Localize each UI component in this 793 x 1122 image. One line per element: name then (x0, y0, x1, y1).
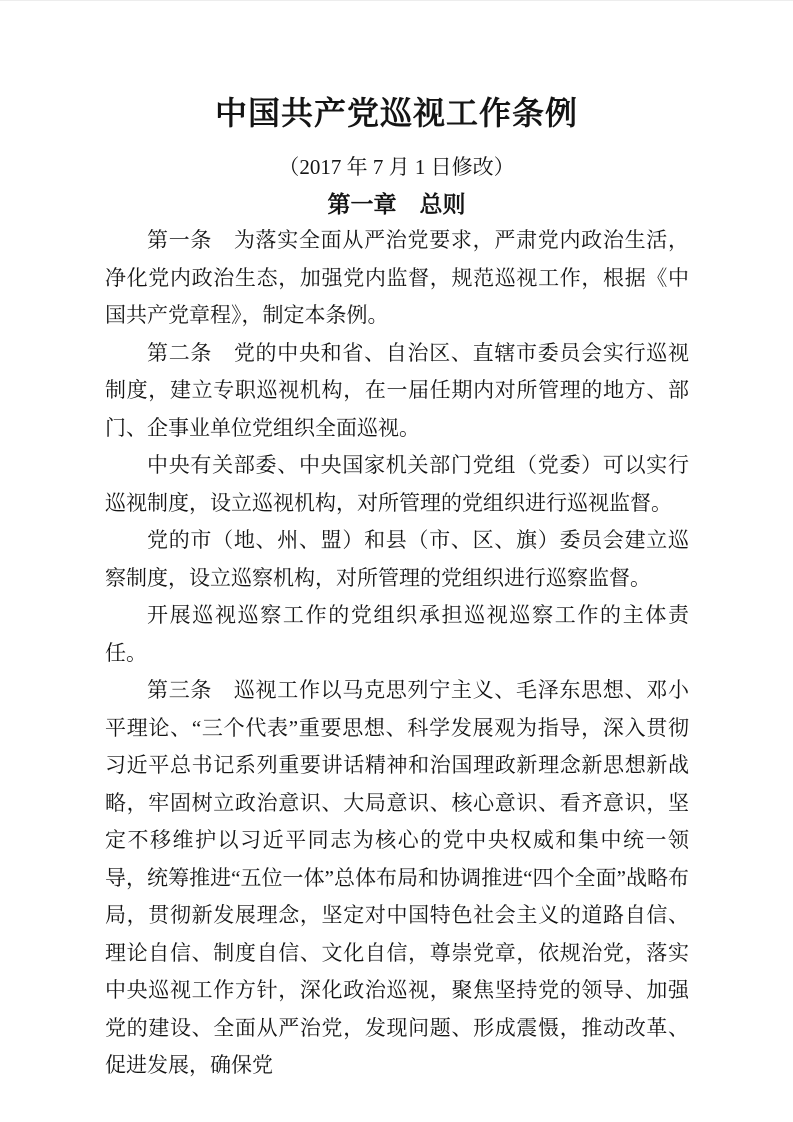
paragraph-central-ministries: 中央有关部委、中央国家机关部门党组（党委）可以实行巡视制度，设立巡视机构，对所管理的党组织进行巡视监督。 (105, 453, 689, 515)
paragraph-city-county-committees: 党的市（地、州、盟）和县（市、区、旗）委员会建立巡察制度，设立巡察机构，对所管理的党组织进行巡察监督。 (105, 528, 689, 590)
paragraph-article-1: 第一条 为落实全面从严治党要求，严肃党内政治生活，净化党内政治生态，加强党内监督，规范巡视工作，根据《中国共产党章程》，制定本条例。 (105, 228, 689, 327)
paragraph-article-3: 第三条 巡视工作以马克思列宁主义、毛泽东思想、邓小平理论、“三个代表”重要思想、科学发展观为指导，深入贯彻习近平总书记系列重要讲话精神和治国理政新理念新思想新战略，牢固树立政治意识、大局意识、核心意识、看齐意识，坚定不移维护以习近平同志为核心的党中央权威和集中统一领导，统筹推进“五位一体”总体布局和协调推进“四个全面”战略布局，贯彻新发展理念，坚定对中国特色社会主义的道路自信、理论自信、制度自信、文化自信，尊崇党章，依规治党，落实中央巡视工作方针，深化政治巡视，聚焦坚持党的领导、加强党的建设、全面从严治党，发现问题、形成震慑，推动改革、促进发展，确保党 (105, 678, 689, 1077)
document-body (105, 222, 689, 1085)
revision-note: （2017 年 7 月 1 日修改） (278, 155, 515, 179)
document-title: 中国共产党巡视工作条例 (214, 95, 578, 131)
chapter-heading: 第一章 总则 (327, 192, 466, 217)
paragraph-primary-responsibility: 开展巡视巡察工作的党组织承担巡视巡察工作的主体责任。 (105, 603, 689, 665)
paragraph-article-2: 第二条 党的中央和省、自治区、直辖市委员会实行巡视制度，建立专职巡视机构，在一届任期内对所管理的地方、部门、企事业单位党组织全面巡视。 (105, 340, 689, 440)
